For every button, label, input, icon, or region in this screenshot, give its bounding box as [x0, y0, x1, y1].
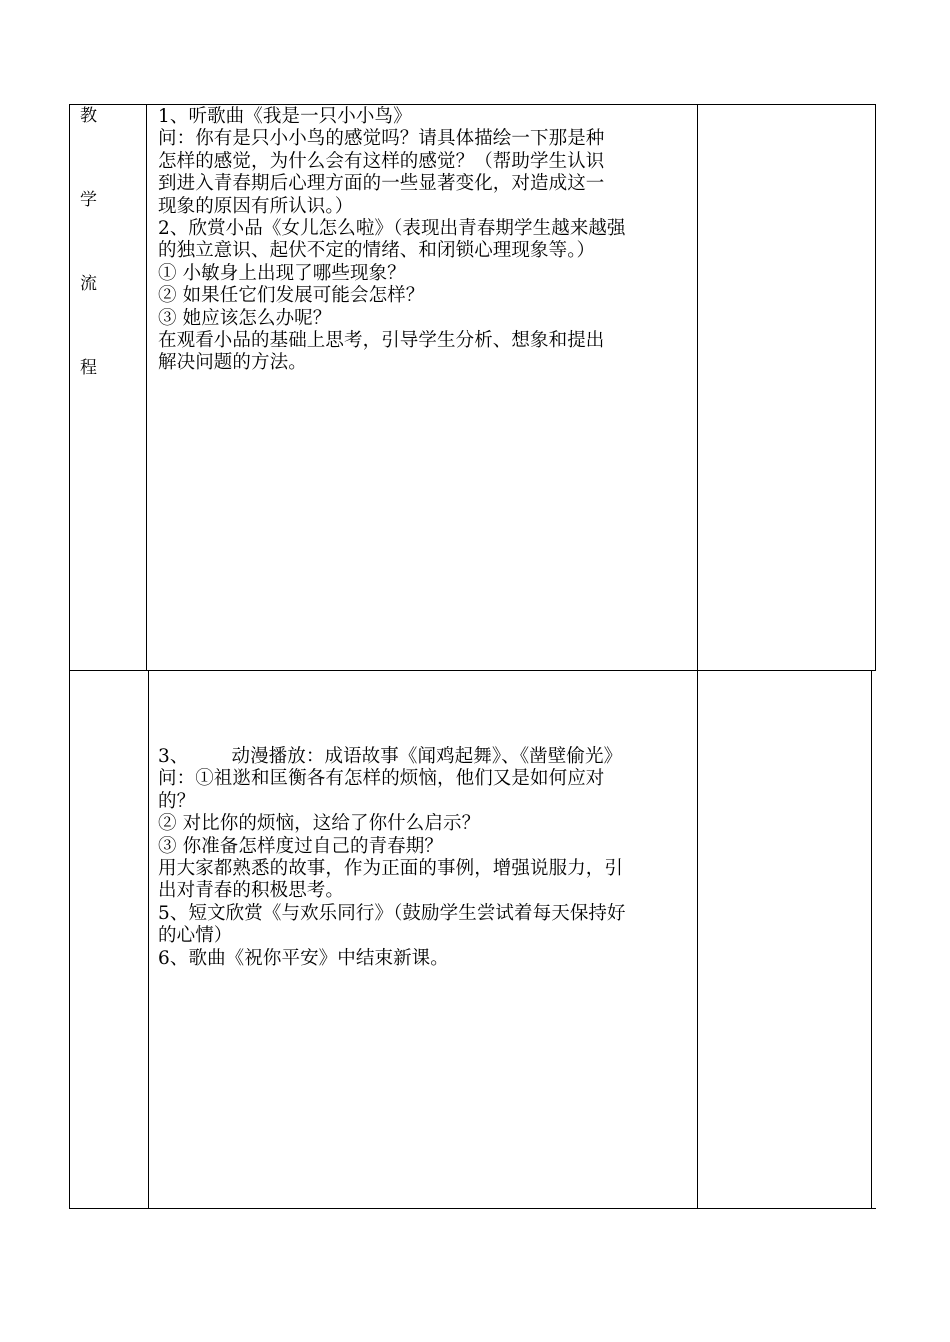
table-top-border	[69, 104, 876, 105]
section2-line: ② 对比你的烦恼，这给了你什么启示？	[158, 813, 481, 835]
section2-line: 的？	[158, 790, 196, 812]
section1-content	[158, 106, 693, 375]
table-bottom-border	[69, 1208, 876, 1209]
table-right-border-b	[871, 670, 872, 1209]
table-col-divider-2	[697, 104, 698, 1209]
section1-line: ② 如果任它们发展可能会怎样？	[158, 285, 425, 307]
section2-line: 5、短文欣赏《与欢乐同行》（鼓励学生尝试着每天保持好	[158, 902, 626, 924]
section1-line: ③ 她应该怎么办呢？	[158, 307, 332, 329]
side-label-char-2: 学	[80, 190, 97, 210]
section2-line: 的心情）	[158, 925, 233, 947]
item3-text: 动漫播放：成语故事《闻鸡起舞》、《凿壁偷光》	[231, 746, 623, 767]
table-right-border-a	[875, 104, 876, 671]
section2-line: 出对青春的积极思考。	[158, 880, 345, 902]
section1-line: ① 小敏身上出现了哪些现象？	[158, 262, 406, 284]
section2-line: 用大家都熟悉的故事，作为正面的事例，增强说服力，引	[158, 858, 624, 880]
section1-line: 现象的原因有所认识。）	[158, 195, 354, 217]
item3-number: 3、	[158, 746, 189, 767]
section1-line: 2、欣赏小品《女儿怎么啦》（表现出青春期学生越来越强	[158, 218, 626, 240]
side-label-char-4: 程	[80, 358, 97, 378]
section1-line: 解决问题的方法。	[158, 352, 307, 374]
section1-line: 的独立意识、起伏不定的情绪、和闭锁心理现象等。）	[158, 240, 596, 262]
section2-item3	[158, 746, 693, 768]
section1-line: 1、听歌曲《我是一只小小鸟》	[158, 106, 412, 127]
section1-line: 问：你有是只小小鸟的感觉吗？请具体描绘一下那是种	[158, 128, 605, 150]
section1-line: 在观看小品的基础上思考，引导学生分析、想象和提出	[158, 330, 605, 352]
table-left-border	[69, 104, 70, 1209]
table-col-divider-1b	[148, 670, 149, 1209]
side-label-char-1: 教	[80, 106, 97, 126]
table-row-divider	[69, 670, 876, 671]
section2-line: 6、歌曲《祝你平安》中结束新课。	[158, 947, 449, 969]
section2-line: 问：①祖逖和匡衡各有怎样的烦恼，他们又是如何应对	[158, 768, 605, 790]
table-col-divider-1a	[146, 104, 147, 671]
section1-line: 到进入青春期后心理方面的一些显著变化，对造成这一	[158, 173, 605, 195]
section2-line: ③ 你准备怎样度过自己的青春期？	[158, 835, 443, 857]
side-label-char-3: 流	[80, 274, 97, 294]
section2-content	[158, 746, 693, 970]
section1-line: 怎样的感觉，为什么会有这样的感觉？（帮助学生认识	[158, 150, 605, 172]
